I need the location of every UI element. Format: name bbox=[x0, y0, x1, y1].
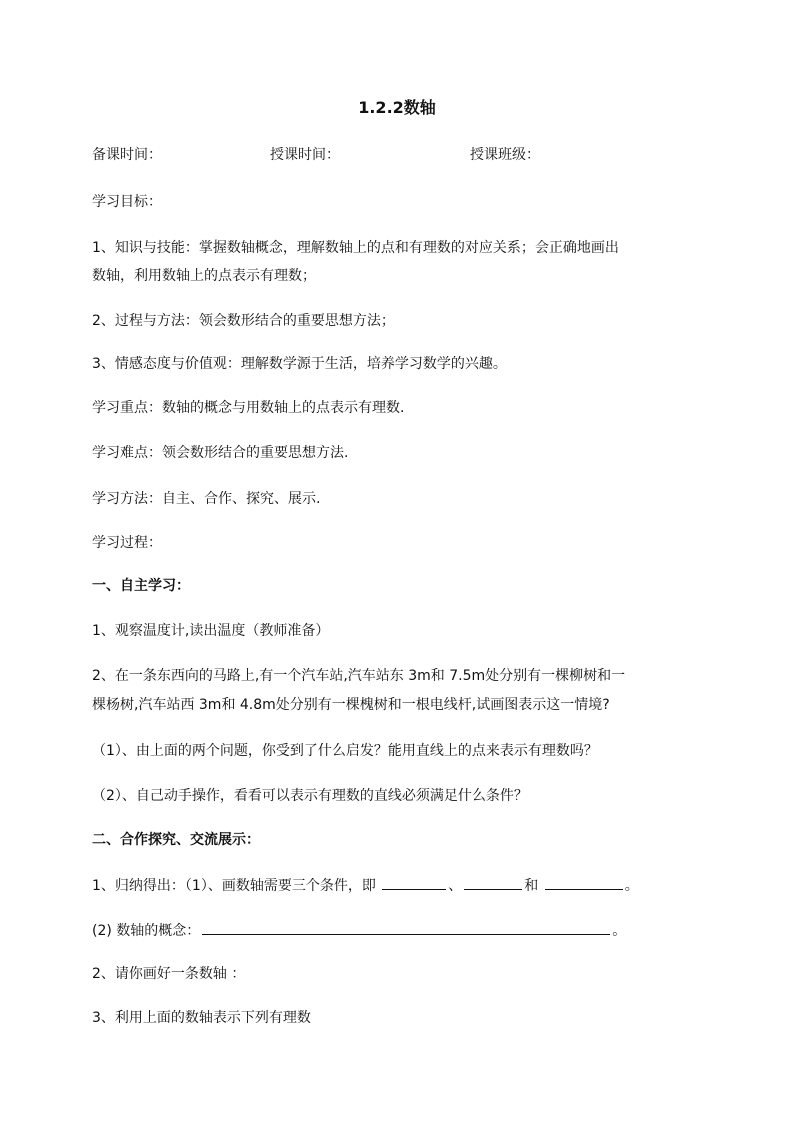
item-1-end: 。 bbox=[624, 878, 639, 894]
section-2-item-2: 2、请你画好一条数轴 ： bbox=[92, 966, 246, 982]
learning-method: 学习方法：自主、合作、探究、展示. bbox=[92, 491, 321, 507]
teach-time-label: 授课时间： bbox=[270, 147, 340, 163]
section-1-item-2-line-2: 棵杨树,汽车站西 3m和 4.8m处分别有一棵槐树和一根电线杆,试画图表示这一情境? bbox=[92, 697, 610, 713]
answer-blank-1[interactable] bbox=[382, 875, 446, 890]
class-label: 授课班级： bbox=[470, 147, 540, 163]
item-1-prefix: 1、归纳得出：（1）、画数轴需要三个条件，即 bbox=[92, 878, 376, 894]
header-row bbox=[92, 145, 540, 165]
section-2-item-1 bbox=[92, 875, 639, 896]
concept-label: (2) 数轴的概念： bbox=[92, 923, 201, 939]
question-1: （1）、由上面的两个问题，你受到了什么启发？能用直线上的点来表示有理数吗？ bbox=[92, 743, 598, 759]
separator-1: 、 bbox=[448, 878, 463, 894]
key-point: 学习重点：数轴的概念与用数轴上的点表示有理数. bbox=[92, 400, 405, 416]
page-title: 1.2.2数轴 bbox=[358, 98, 436, 117]
answer-blank-2[interactable] bbox=[464, 875, 522, 890]
separator-2: 和 bbox=[524, 878, 539, 894]
section-2-item-3: 3、利用上面的数轴表示下列有理数 bbox=[92, 1010, 311, 1026]
objective-3: 3、情感态度与价值观：理解数学源于生活，培养学习数学的兴趣。 bbox=[92, 356, 507, 372]
answer-blank-3[interactable] bbox=[545, 875, 623, 890]
prep-time-label: 备课时间： bbox=[92, 147, 162, 163]
section-1-item-2-line-1: 2、在一条东西向的马路上,有一个汽车站,汽车站东 3m和 7.5m处分别有一棵柳树和一 bbox=[92, 668, 626, 684]
concept-blank[interactable] bbox=[202, 920, 610, 935]
question-2: （2）、自己动手操作，看看可以表示有理数的直线必须满足什么条件？ bbox=[92, 788, 528, 804]
process-heading: 学习过程： bbox=[92, 535, 162, 551]
objective-2: 2、过程与方法：领会数形结合的重要思想方法； bbox=[92, 313, 395, 329]
section-1-heading: 一、自主学习： bbox=[92, 578, 190, 594]
section-2-item-1b bbox=[92, 920, 626, 941]
section-2-heading: 二、合作探究、交流展示： bbox=[92, 832, 260, 848]
section-1-item-1: 1、观察温度计,读出温度（教师准备） bbox=[92, 623, 330, 639]
objectives-heading: 学习目标： bbox=[92, 194, 162, 210]
concept-end: 。 bbox=[612, 923, 627, 939]
objective-1-line-1: 1、知识与技能：掌握数轴概念，理解数轴上的点和有理数的对应关系；会正确地画出 bbox=[92, 240, 619, 256]
objective-1-line-2: 数轴，利用数轴上的点表示有理数； bbox=[92, 268, 316, 284]
difficulty: 学习难点：领会数形结合的重要思想方法. bbox=[92, 445, 349, 461]
